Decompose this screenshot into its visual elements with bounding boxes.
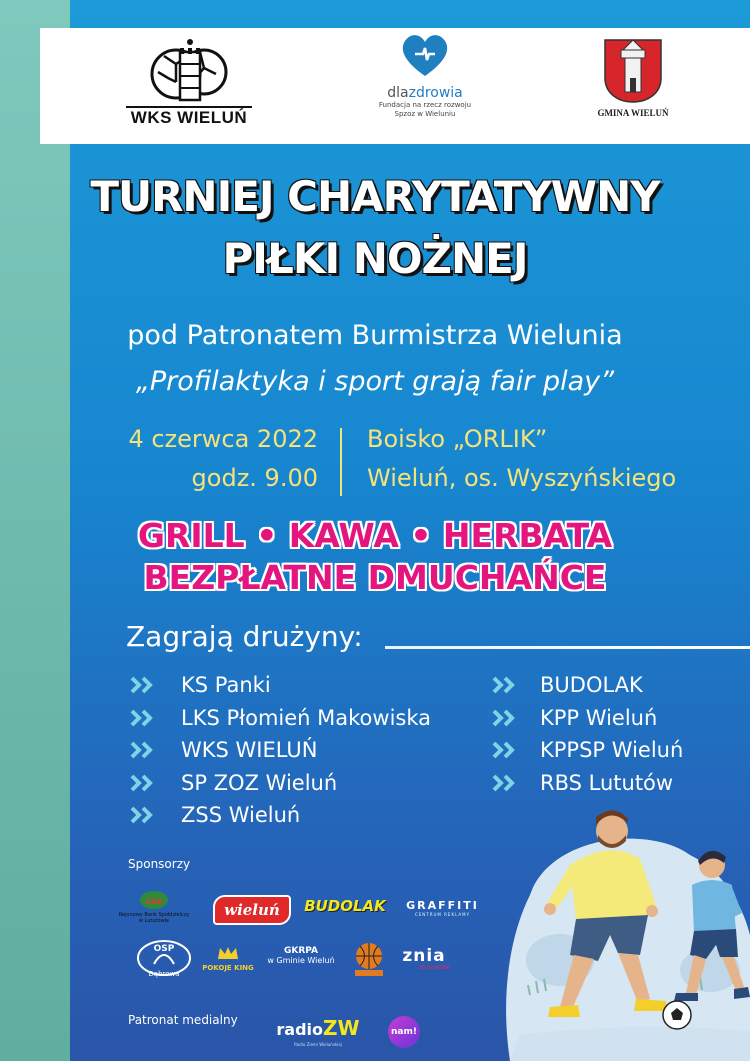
nam-text: nam!: [391, 1027, 417, 1037]
basketball-icon: [351, 940, 387, 978]
media-nam-logo: [388, 1016, 420, 1048]
osp-text: OSP: [153, 944, 175, 954]
znia-sub: 30 lat WOŚP: [418, 965, 450, 971]
sponsor-wielun-logo: [213, 895, 291, 925]
patronage-text: pod Patronatem Burmistrza Wielunia: [127, 320, 623, 351]
sponsor-graffiti-logo: [395, 899, 490, 917]
team-name: SP ZOZ Wieluń: [181, 770, 338, 795]
znia-text: znia: [402, 946, 446, 966]
wks-logo-label: WKS WIELUŃ: [130, 108, 248, 127]
chevron-right-icon: [130, 676, 160, 694]
gmina-logo-label: GMINA WIELUŃ: [597, 108, 669, 118]
dlazdrowia-logo: [365, 32, 485, 119]
event-date: 4 czerwca 2022: [128, 425, 318, 453]
media-radiozw-logo: [276, 1016, 360, 1047]
radio-prefix: radio: [276, 1020, 324, 1039]
dla-subtitle-1: Fundacja na rzecz rozwoju: [378, 101, 472, 109]
pokoje-text: POKOJE KING: [202, 964, 254, 972]
father-son-football-illustration: [490, 795, 750, 1061]
team-name: KS Panki: [181, 673, 271, 697]
radio-main: ZW: [323, 1016, 360, 1040]
slogan-text: „Profilaktyka i sport grają fair play”: [135, 366, 615, 397]
gmina-wielun-logo: [590, 38, 676, 118]
dla-subtitle-2: Spzoz w Wieluniu: [394, 110, 456, 118]
header-logo-bar: [40, 28, 750, 144]
title-line-1: TURNIEJ CHARYTATYWNY: [90, 172, 660, 221]
graffiti-text: GRAFFITI: [406, 899, 479, 912]
teams-heading-line: [385, 646, 750, 649]
title-line-2: PIŁKI NOŻNEJ: [222, 234, 528, 283]
budolak-text: BUDOLAK: [304, 897, 386, 915]
coat-of-arms-icon: [603, 38, 663, 104]
info-divider: [340, 428, 342, 496]
team-name: RBS Lututów: [540, 770, 674, 795]
chevron-right-icon: [492, 676, 522, 694]
team-name: BUDOLAK: [540, 673, 643, 697]
sponsors-label: Sponsorzy: [128, 857, 191, 871]
attractions-line-1: GRILL • KAWA • HERBATA: [137, 516, 613, 555]
wks-wielun-logo: [126, 38, 252, 128]
sponsor-gkrpa-logo: [262, 946, 340, 965]
sponsor-osp-logo: [134, 938, 194, 978]
team-name: WKS WIELUŃ: [181, 738, 318, 762]
sgb-sub-2: w Lututowie: [138, 918, 170, 924]
chevron-right-icon: [492, 709, 522, 727]
heart-icon: [399, 32, 451, 78]
chevron-right-icon: [130, 709, 160, 727]
chevron-right-icon: [130, 741, 160, 759]
chevron-right-icon: [130, 774, 160, 792]
event-address: Wieluń, os. Wyszyńskiego: [367, 464, 677, 492]
chevron-right-icon: [492, 774, 522, 792]
sponsor-pokoje-logo: [200, 945, 256, 972]
team-name: KPPSP Wieluń: [540, 738, 684, 762]
sponsor-basketball-logo: [350, 940, 388, 982]
event-venue: Boisko „ORLIK”: [367, 425, 548, 453]
gkrpa-text-2: w Gminie Wieluń: [267, 956, 335, 965]
sgb-text: SGB: [145, 898, 163, 906]
team-name: LKS Płomień Makowiska: [181, 705, 432, 730]
team-name: ZSS Wieluń: [181, 803, 301, 827]
crown-icon: [217, 946, 239, 960]
attractions-line-2: BEZPŁATNE DMUCHAŃCE: [143, 558, 607, 597]
sponsor-sgb-logo: [112, 890, 196, 924]
wielun-text: wieluń: [224, 901, 280, 919]
football-castle-icon: [144, 38, 234, 102]
chevron-right-icon: [130, 806, 160, 824]
graffiti-sub: CENTRUM REKLAMY: [414, 912, 471, 917]
media-label: Patronat medialny: [128, 1013, 238, 1027]
dla-prefix: dla: [387, 85, 409, 101]
event-time: godz. 9.00: [191, 464, 318, 492]
dla-main: zdrowia: [408, 85, 463, 101]
sponsor-znia-logo: [394, 947, 454, 971]
osp-sub: Dąbrowa: [148, 970, 180, 978]
sgb-sub-1: Rejonowy Bank Spółdzielczy: [118, 912, 190, 918]
team-name: KPP Wieluń: [540, 705, 658, 730]
teams-heading: Zagrają drużyny:: [126, 620, 363, 653]
radio-sub: Radio Ziemi Wieluńskiej: [294, 1042, 342, 1047]
gkrpa-text-1: GKRPA: [283, 946, 319, 956]
sponsor-budolak-logo: [300, 897, 390, 915]
chevron-right-icon: [492, 741, 522, 759]
